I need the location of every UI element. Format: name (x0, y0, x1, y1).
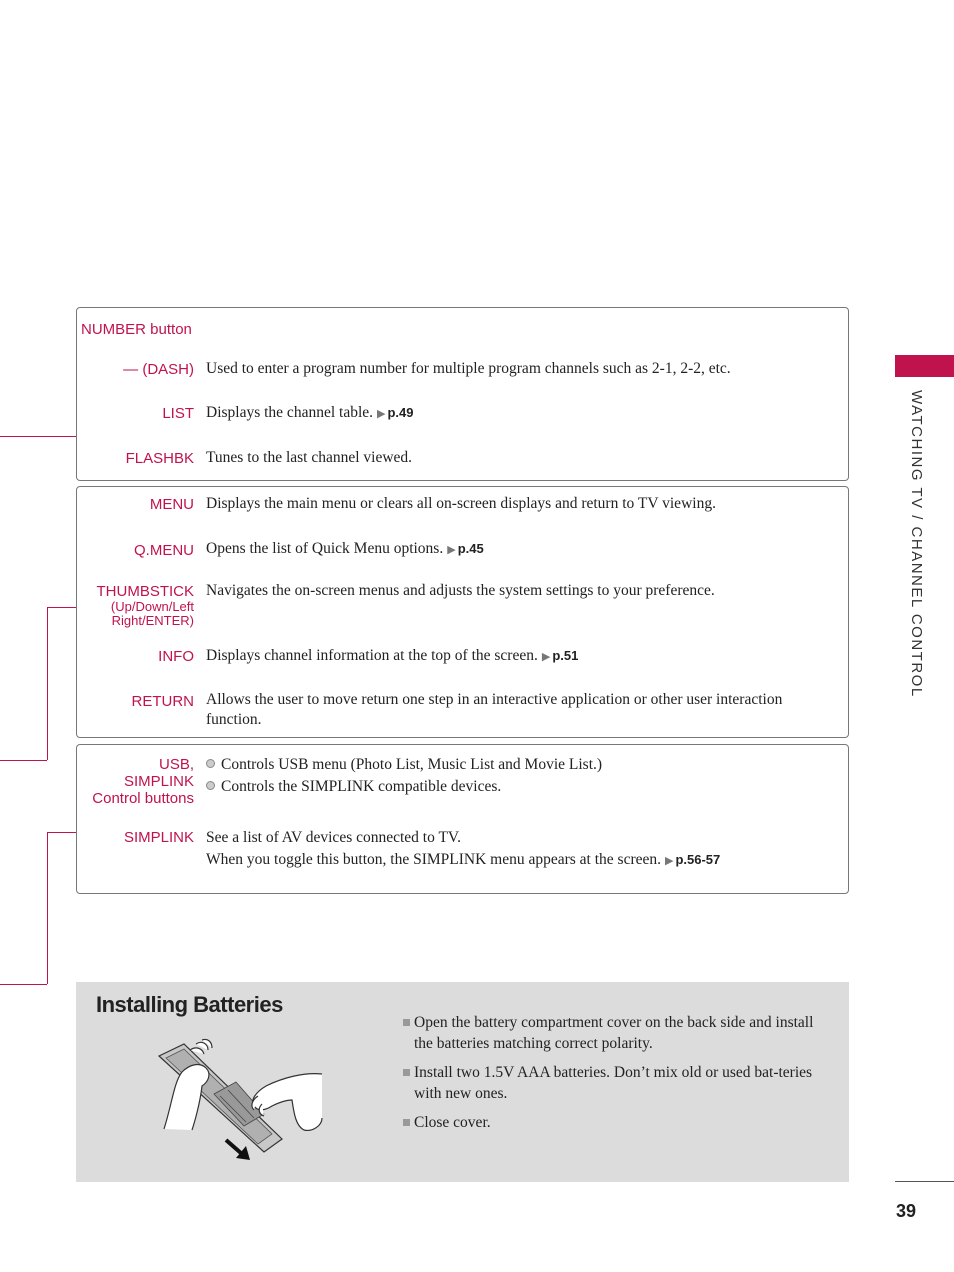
thumbstick-description: Navigates the on-screen menus and adjusts the system settings to your preference. (206, 582, 715, 599)
thumbstick-label-sub1: (Up/Down/Left (110, 599, 194, 614)
slide-direction-arrow-icon (226, 1140, 250, 1160)
square-bullet-icon (403, 1069, 410, 1076)
simplink-label: SIMPLINK (123, 829, 194, 846)
info-desc-text: Displays channel information at the top of the screen. (206, 647, 538, 664)
installing-batteries-section (76, 982, 849, 1182)
flashbk-label: FLASHBK (125, 450, 194, 467)
section-title: WATCHING TV / CHANNEL CONTROL (908, 390, 925, 698)
section-tab-marker (895, 355, 954, 377)
leader-line-panel2-vert (47, 607, 48, 760)
simplink-desc-line2 (206, 849, 836, 872)
simplink-description (206, 827, 836, 872)
list-description (206, 403, 836, 424)
page-number: 39 (896, 1201, 917, 1221)
info-description (206, 646, 836, 667)
bullet-dot-icon (206, 759, 215, 768)
menu-navigation-panel (76, 486, 849, 738)
page-ref-arrow-icon: ▶ (665, 855, 674, 867)
leader-line-panel3-top (47, 832, 76, 833)
return-description: Allows the user to move return one step in an interactive application or other user interaction function. (206, 691, 783, 728)
return-label: RETURN (131, 693, 194, 710)
leader-line-panel1 (0, 436, 76, 437)
list-page-ref: p.49 (387, 405, 414, 420)
remote-battery-illustration (154, 1034, 344, 1164)
info-label: INFO (158, 648, 194, 665)
page-ref-arrow-icon: ▶ (447, 544, 456, 556)
usb-bullet-2 (206, 776, 836, 798)
usb-simplink-label (92, 756, 194, 807)
simplink-page-ref: p.56-57 (675, 852, 721, 867)
leader-line-panel2 (0, 607, 76, 760)
info-page-ref: p.51 (552, 648, 579, 663)
list-desc-text: Displays the channel table. (206, 404, 374, 421)
dash-label: — (DASH) (123, 361, 194, 378)
simplink-panel (76, 744, 849, 894)
simplink-desc-line2-text: When you toggle this button, the SIMPLINK menu appears at the screen. (206, 851, 661, 868)
menu-label: MENU (149, 496, 194, 513)
usb-description (206, 754, 836, 798)
leader-line-panel3-bottom (0, 984, 47, 985)
page-ref-arrow-icon: ▶ (541, 651, 551, 663)
usb-label-line3: Control buttons (92, 790, 194, 807)
qmenu-label: Q.MENU (134, 542, 194, 559)
menu-description: Displays the main menu or clears all on-screen displays and return to TV viewing. (206, 495, 716, 512)
thumbstick-label (97, 583, 195, 628)
leader-line-panel2-bottom (0, 760, 47, 761)
battery-step-text: Install two 1.5V AAA batteries. Don’t mix old or used bat-teries with new ones. (414, 1064, 813, 1102)
usb-bullet-1-text: Controls USB menu (Photo List, Music List and Movie List.) (221, 756, 603, 773)
thumbstick-label-sub2: Right/ENTER) (111, 613, 194, 628)
simplink-desc-line1: See a list of AV devices connected to TV. (206, 829, 461, 846)
number-buttons-panel (76, 307, 849, 481)
leader-line-panel3-vert (47, 832, 48, 984)
battery-step-text: Open the battery compartment cover on the back side and install the batteries matching correct polarity. (414, 1014, 814, 1052)
usb-bullet-1 (206, 754, 836, 776)
battery-step (403, 1062, 823, 1104)
battery-step (403, 1012, 823, 1054)
usb-bullet-2-text: Controls the SIMPLINK compatible devices. (221, 778, 502, 795)
qmenu-page-ref: p.45 (457, 541, 484, 556)
page-ref-arrow-icon: ▶ (377, 408, 386, 420)
thumbstick-label-main: THUMBSTICK (96, 583, 194, 600)
leader-line-panel2-top (47, 607, 76, 608)
usb-label-line1: USB, (158, 756, 194, 773)
battery-steps-list (403, 1012, 823, 1141)
battery-step-text: Close cover. (414, 1114, 491, 1131)
flashbk-description: Tunes to the last channel viewed. (206, 449, 413, 466)
qmenu-description (206, 539, 836, 560)
qmenu-desc-text: Opens the list of Quick Menu options. (206, 540, 444, 557)
list-label: LIST (162, 405, 194, 422)
bullet-dot-icon (206, 781, 215, 790)
number-button-label: NUMBER button (81, 321, 192, 338)
page-footer-rule (895, 1181, 954, 1182)
dash-description: Used to enter a program number for multiple program channels such as 2-1, 2-2, etc. (206, 360, 731, 377)
square-bullet-icon (403, 1019, 410, 1026)
square-bullet-icon (403, 1119, 410, 1126)
usb-label-line2: SIMPLINK (123, 773, 194, 790)
batteries-heading: Installing Batteries (96, 992, 283, 1017)
battery-step (403, 1112, 823, 1133)
